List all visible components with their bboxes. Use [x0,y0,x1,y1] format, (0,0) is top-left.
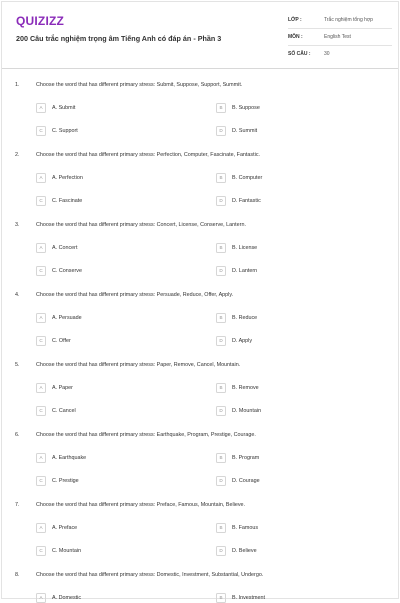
option-letter-box: B [216,453,226,463]
option-label: B. Remove [232,385,259,391]
answer-option[interactable] [216,383,259,393]
option-label: C. Mountain [52,548,82,554]
question-number: 8. [15,572,20,578]
answer-option[interactable] [36,313,82,323]
meta-value: Trắc nghiệm tổng hợp [324,17,373,23]
option-letter-box: A [36,103,46,113]
question-text: Choose the word that has different primary stress: Submit, Suppose, Support, Summit. [36,82,243,88]
option-label: B. Suppose [232,105,260,111]
question-number: 1. [15,82,20,88]
option-letter-box: C [36,406,46,416]
option-label: A. Preface [52,525,78,531]
answer-option[interactable] [36,336,71,346]
option-label: A. Paper [52,385,73,391]
option-label: B. Program [232,455,260,461]
answer-option[interactable] [216,313,257,323]
answer-option[interactable] [216,453,259,463]
worksheet-title: 200 Câu trắc nghiệm trọng âm Tiếng Anh có đáp án - Phần 3 [16,34,222,43]
option-label: C. Conserve [52,268,82,274]
option-letter-box: A [36,313,46,323]
option-label: D. Believe [232,548,257,554]
option-letter-box: A [36,173,46,183]
answer-option[interactable] [36,546,81,556]
question-number: 6. [15,432,20,438]
question-text: Choose the word that has different primary stress: Paper, Remove, Cancel, Mountain. [36,362,241,368]
answer-option[interactable] [216,593,265,603]
answer-option[interactable] [216,336,252,346]
answer-option[interactable] [216,196,261,206]
option-letter-box: C [36,476,46,486]
option-letter-box: C [36,196,46,206]
answer-option[interactable] [216,173,262,183]
answer-option[interactable] [216,103,260,113]
option-label: D. Fantastic [232,198,261,204]
meta-row-class [288,12,392,29]
option-letter-box: B [216,103,226,113]
answer-option[interactable] [36,243,77,253]
meta-row-count [288,46,392,62]
meta-key: SỐ CÂU : [288,51,311,57]
question-text: Choose the word that has different primary stress: Concert, License, Conserve, Lantern. [36,222,246,228]
option-label: D. Courage [232,478,260,484]
question-number: 2. [15,152,20,158]
answer-option[interactable] [36,406,76,416]
question-number: 5. [15,362,20,368]
option-label: C. Support [52,128,78,134]
option-label: D. Mountain [232,408,262,414]
option-label: A. Persuade [52,315,82,321]
answer-option[interactable] [36,173,83,183]
answer-option[interactable] [36,126,78,136]
answer-option[interactable] [36,103,75,113]
answer-option[interactable] [36,383,73,393]
option-letter-box: A [36,453,46,463]
option-letter-box: A [36,593,46,603]
option-label: A. Perfection [52,175,83,181]
option-label: C. Cancel [52,408,76,414]
option-label: C. Fascinate [52,198,83,204]
option-letter-box: C [36,546,46,556]
worksheet-page [1,1,399,599]
option-letter-box: D [216,336,226,346]
option-letter-box: A [36,523,46,533]
question-text: Choose the word that has different primary stress: Earthquake, Program, Prestige, Courage. [36,432,256,438]
meta-key: MÔN : [288,34,303,40]
answer-option[interactable] [216,126,257,136]
question-text: Choose the word that has different primary stress: Domestic, Investment, Substantial, Undergo. [36,572,264,578]
answer-option[interactable] [216,266,257,276]
meta-value: English Test [324,34,351,40]
answer-option[interactable] [216,546,257,556]
option-letter-box: D [216,196,226,206]
answer-option[interactable] [36,593,81,603]
meta-row-subject [288,29,392,46]
worksheet-meta [288,12,392,62]
option-letter-box: D [216,406,226,416]
option-letter-box: B [216,313,226,323]
option-letter-box: C [36,266,46,276]
option-label: D. Apply [232,338,253,344]
question-number: 3. [15,222,20,228]
answer-option[interactable] [216,243,257,253]
quizizz-logo: QUIZIZZ [16,14,65,28]
option-letter-box: C [36,336,46,346]
option-label: B. Reduce [232,315,258,321]
option-label: C. Prestige [52,478,79,484]
question-text: Choose the word that has different primary stress: Preface, Famous, Mountain, Believe. [36,502,246,508]
option-label: B. Computer [232,175,263,181]
answer-option[interactable] [216,523,258,533]
option-label: B. Famous [232,525,259,531]
option-label: B. License [232,245,258,251]
option-label: D. Lantern [232,268,258,274]
option-letter-box: D [216,546,226,556]
option-label: B. Investment [232,595,265,601]
option-letter-box: D [216,126,226,136]
question-text: Choose the word that has different primary stress: Perfection, Computer, Fascinate, Fantastic. [36,152,261,158]
option-letter-box: D [216,266,226,276]
meta-key: LỚP : [288,17,302,23]
option-letter-box: C [36,126,46,136]
option-letter-box: B [216,593,226,603]
option-letter-box: B [216,243,226,253]
worksheet-header [2,2,398,69]
question-number: 4. [15,292,20,298]
option-label: A. Concert [52,245,78,251]
option-letter-box: B [216,523,226,533]
option-label: A. Earthquake [52,455,87,461]
option-label: D. Summit [232,128,258,134]
answer-option[interactable] [216,406,261,416]
option-label: C. Offer [52,338,71,344]
option-letter-box: B [216,383,226,393]
meta-value: 30 [324,51,330,57]
question-text: Choose the word that has different primary stress: Persuade, Reduce, Offer, Apply. [36,292,234,298]
option-letter-box: B [216,173,226,183]
question-number: 7. [15,502,20,508]
answer-option[interactable] [36,266,82,276]
option-letter-box: A [36,243,46,253]
answer-option[interactable] [36,196,82,206]
option-letter-box: D [216,476,226,486]
answer-option[interactable] [36,476,79,486]
option-label: A. Domestic [52,595,82,601]
answer-option[interactable] [36,453,86,463]
option-label: A. Submit [52,105,76,111]
answer-option[interactable] [216,476,260,486]
option-letter-box: A [36,383,46,393]
answer-option[interactable] [36,523,77,533]
